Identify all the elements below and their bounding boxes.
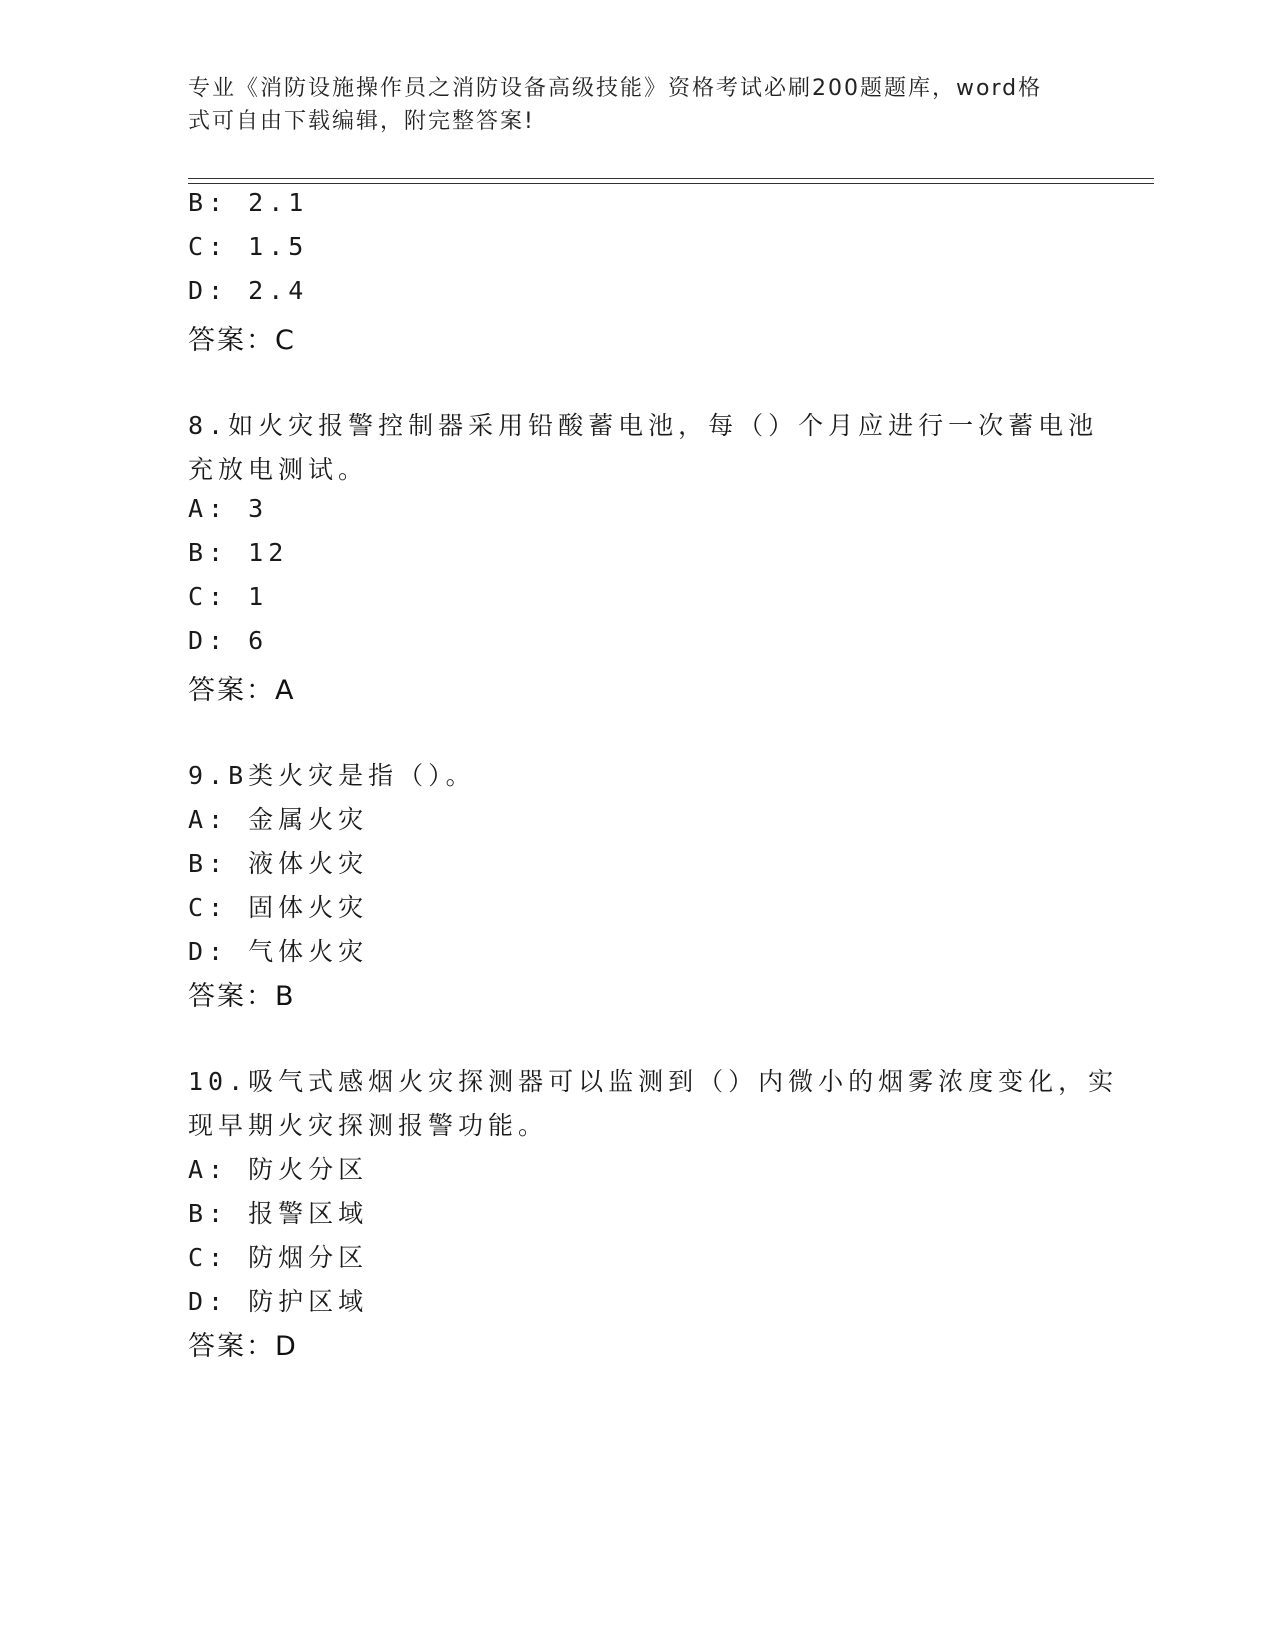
- option-d: D: 气体火灾: [188, 937, 369, 966]
- question-stem: 8.如火灾报警控制器采用铅酸蓄电池，每（）个月应进行一次蓄电池: [188, 411, 1099, 440]
- option-b: B: 12: [188, 538, 289, 567]
- answer-label: 答案：B: [188, 981, 296, 1012]
- question-stem-continued: 现早期火灾探测报警功能。: [188, 1111, 549, 1140]
- header-rule-top: [188, 178, 1154, 179]
- option-c: C: 防烟分区: [188, 1243, 369, 1272]
- answer-label: 答案：D: [188, 1331, 298, 1362]
- answer-label: 答案：C: [188, 325, 296, 356]
- header-rule-bottom: [188, 183, 1154, 184]
- option-b: B: 2.1: [188, 188, 309, 217]
- option-d: D: 6: [188, 626, 269, 655]
- option-a: A: 金属火灾: [188, 805, 369, 834]
- question-stem: 9.B类火灾是指（）。: [188, 761, 476, 790]
- header-line-2: 式可自由下载编辑，附完整答案!: [188, 109, 535, 134]
- answer-label: 答案：A: [188, 675, 296, 706]
- header-line-1: 专业《消防设施操作员之消防设备高级技能》资格考试必刷200题题库，word格: [188, 76, 1043, 101]
- question-stem: 10.吸气式感烟火灾探测器可以监测到（）内微小的烟雾浓度变化，实: [188, 1067, 1119, 1096]
- option-c: C: 1: [188, 582, 269, 611]
- question-stem-continued: 充放电测试。: [188, 455, 369, 484]
- option-c: C: 1.5: [188, 232, 309, 261]
- option-c: C: 固体火灾: [188, 893, 369, 922]
- option-d: D: 2.4: [188, 276, 309, 305]
- document-header: [188, 72, 1068, 138]
- option-b: B: 液体火灾: [188, 849, 369, 878]
- option-b: B: 报警区域: [188, 1199, 369, 1228]
- option-d: D: 防护区域: [188, 1287, 369, 1316]
- option-a: A: 防火分区: [188, 1155, 369, 1184]
- option-a: A: 3: [188, 494, 269, 523]
